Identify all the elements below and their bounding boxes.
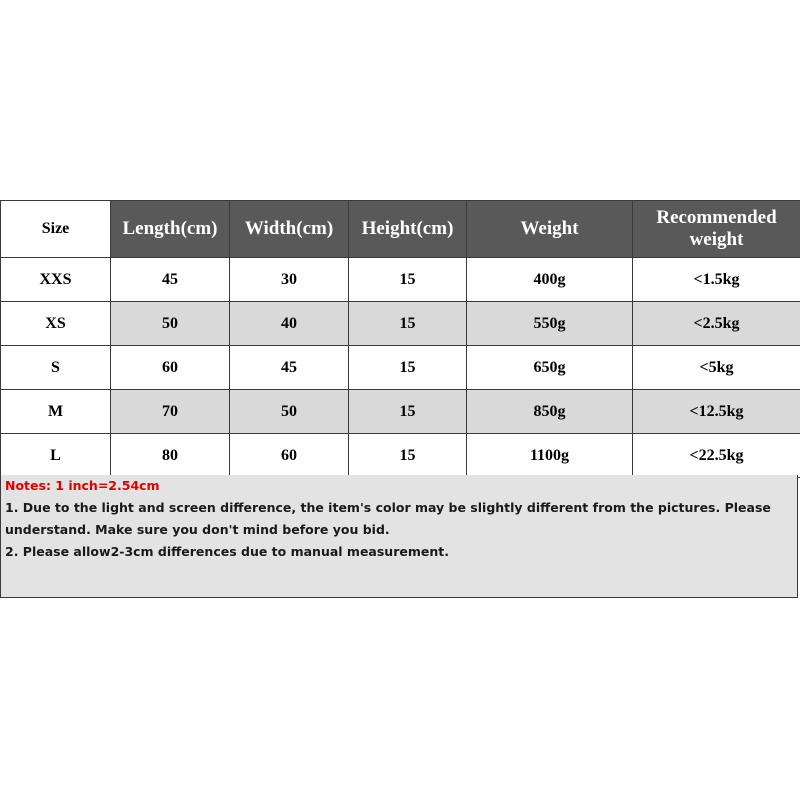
weight-cell: 400g <box>467 258 633 302</box>
width-cell: 50 <box>230 390 349 434</box>
notes-panel <box>0 475 798 598</box>
length-cell: 50 <box>111 302 230 346</box>
height-cell: 15 <box>349 302 467 346</box>
table-row <box>1 434 800 478</box>
weight-cell: 550g <box>467 302 633 346</box>
length-cell: 80 <box>111 434 230 478</box>
weight-cell: 1100g <box>467 434 633 478</box>
table-row <box>1 390 800 434</box>
length-cell: 60 <box>111 346 230 390</box>
length-cell: 45 <box>111 258 230 302</box>
recommended-weight-cell: <1.5kg <box>633 258 800 302</box>
header-width: Width(cm) <box>230 201 349 258</box>
notes-title: Notes: 1 inch=2.54cm <box>5 478 160 493</box>
height-cell: 15 <box>349 346 467 390</box>
header-size: Size <box>1 201 111 258</box>
size-cell: L <box>1 434 111 478</box>
recommended-weight-cell: <5kg <box>633 346 800 390</box>
size-cell: M <box>1 390 111 434</box>
notes-line-2: 2. Please allow2-3cm differences due to manual measurement. <box>5 544 449 559</box>
weight-cell: 650g <box>467 346 633 390</box>
length-cell: 70 <box>111 390 230 434</box>
width-cell: 40 <box>230 302 349 346</box>
size-cell: S <box>1 346 111 390</box>
size-chart-table <box>0 200 800 478</box>
header-height: Height(cm) <box>349 201 467 258</box>
table-row <box>1 346 800 390</box>
height-cell: 15 <box>349 434 467 478</box>
notes-line-1: 1. Due to the light and screen difference, the item's color may be slightly different from the pictures. Please understand. Make sure you don't mind before you bid. <box>5 500 771 537</box>
width-cell: 60 <box>230 434 349 478</box>
size-cell: XS <box>1 302 111 346</box>
table-row <box>1 302 800 346</box>
weight-cell: 850g <box>467 390 633 434</box>
header-recommended-weight: Recommended weight <box>633 201 800 258</box>
recommended-weight-cell: <22.5kg <box>633 434 800 478</box>
header-row <box>1 201 800 258</box>
header-length: Length(cm) <box>111 201 230 258</box>
recommended-weight-cell: <12.5kg <box>633 390 800 434</box>
table-row <box>1 258 800 302</box>
width-cell: 45 <box>230 346 349 390</box>
width-cell: 30 <box>230 258 349 302</box>
size-cell: XXS <box>1 258 111 302</box>
recommended-weight-cell: <2.5kg <box>633 302 800 346</box>
height-cell: 15 <box>349 258 467 302</box>
header-weight: Weight <box>467 201 633 258</box>
height-cell: 15 <box>349 390 467 434</box>
